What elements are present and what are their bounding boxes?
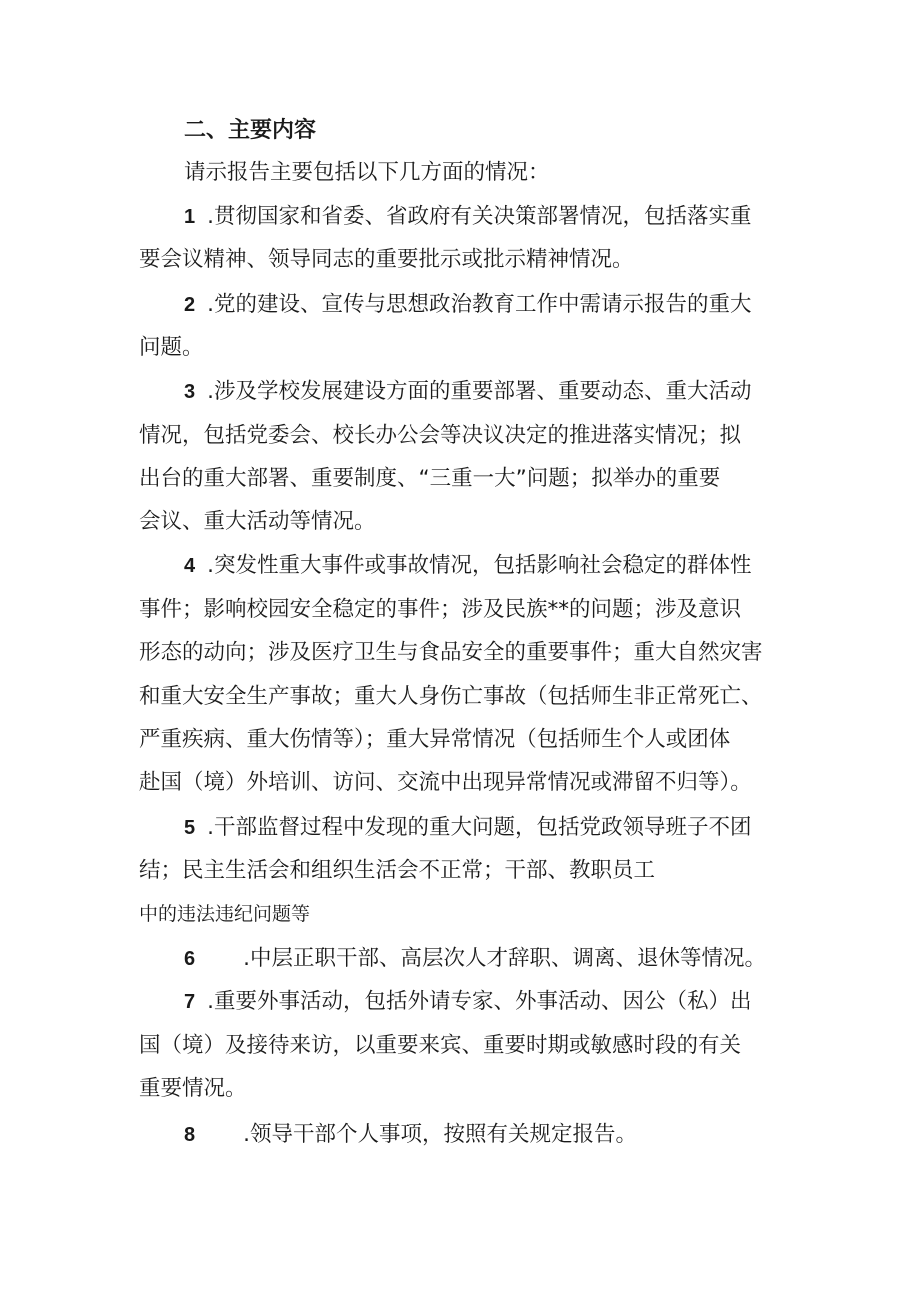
item-8-line-1: [184, 1120, 637, 1150]
item-number: 6: [184, 948, 196, 970]
item-text: .突发性重大事件或事故情况，包括影响社会稳定的群体性: [207, 553, 752, 578]
item-text: .贯彻国家和省委、省政府有关决策部署情况，包括落实重: [207, 204, 752, 229]
item-3-line-3: 出台的重大部署、重要制度、“三重一大”问题；拟举办的重要: [139, 466, 721, 491]
item-text: .干部监督过程中发现的重大问题，包括党政领导班子不团: [207, 815, 752, 840]
item-5-line-2: 结；民主生活会和组织生活会不正常；干部、教职员工: [139, 858, 656, 883]
item-1-line-1: [184, 202, 751, 232]
item-7-line-1: [184, 987, 751, 1017]
item-number: 8: [184, 1124, 196, 1146]
section-heading: 二、主要内容: [184, 118, 317, 143]
item-7-line-3: 重要情况。: [139, 1076, 247, 1101]
item-4-line-5: 严重疾病、重大伤情等）；重大异常情况（包括师生个人或团体: [139, 727, 731, 752]
item-4-line-6: 赴国（境）外培训、访问、交流中出现异常情况或滞留不归等）。: [139, 770, 752, 795]
item-text: .领导干部个人事项，按照有关规定报告。: [243, 1122, 637, 1147]
item-number: 3: [184, 381, 196, 403]
item-3-line-2: 情况，包括党委会、校长办公会等决议决定的推进落实情况；拟: [139, 423, 742, 448]
item-number: 7: [184, 991, 196, 1013]
item-4-line-2: 事件；影响校园安全稳定的事件；涉及民族**的问题；涉及意识: [139, 597, 742, 622]
item-7-line-2: 国（境）及接待来访，以重要来宾、重要时期或敏感时段的有关: [139, 1033, 742, 1058]
item-text: .涉及学校发展建设方面的重要部署、重要动态、重大活动: [207, 379, 752, 404]
item-3-line-4: 会议、重大活动等情况。: [139, 509, 376, 534]
item-number: 5: [184, 817, 196, 839]
item-6-line-1: [184, 944, 766, 974]
item-4-line-4: 和重大安全生产事故；重大人身伤亡事故（包括师生非正常死亡、: [139, 684, 763, 709]
item-3-line-1: [184, 377, 751, 407]
item-number: 1: [184, 206, 196, 228]
item-2-line-1: [184, 290, 751, 320]
item-5-line-3: 中的违法违纪问题等: [139, 903, 311, 925]
item-text: .党的建设、宣传与思想政治教育工作中需请示报告的重大: [207, 292, 752, 317]
intro-paragraph: 请示报告主要包括以下几方面的情况：: [184, 160, 550, 185]
item-4-line-3: 形态的动向；涉及医疗卫生与食品安全的重要事件；重大自然灾害: [139, 640, 763, 665]
item-2-line-2: 问题。: [139, 335, 204, 360]
item-text: .中层正职干部、高层次人才辞职、调离、退休等情况。: [243, 946, 766, 971]
item-1-line-2: 要会议精神、领导同志的重要批示或批示精神情况。: [139, 247, 634, 272]
item-text: .重要外事活动，包括外请专家、外事活动、因公（私）出: [207, 989, 752, 1014]
item-number: 2: [184, 294, 196, 316]
item-5-line-1: [184, 813, 751, 843]
item-number: 4: [184, 555, 196, 577]
item-4-line-1: [184, 551, 751, 581]
